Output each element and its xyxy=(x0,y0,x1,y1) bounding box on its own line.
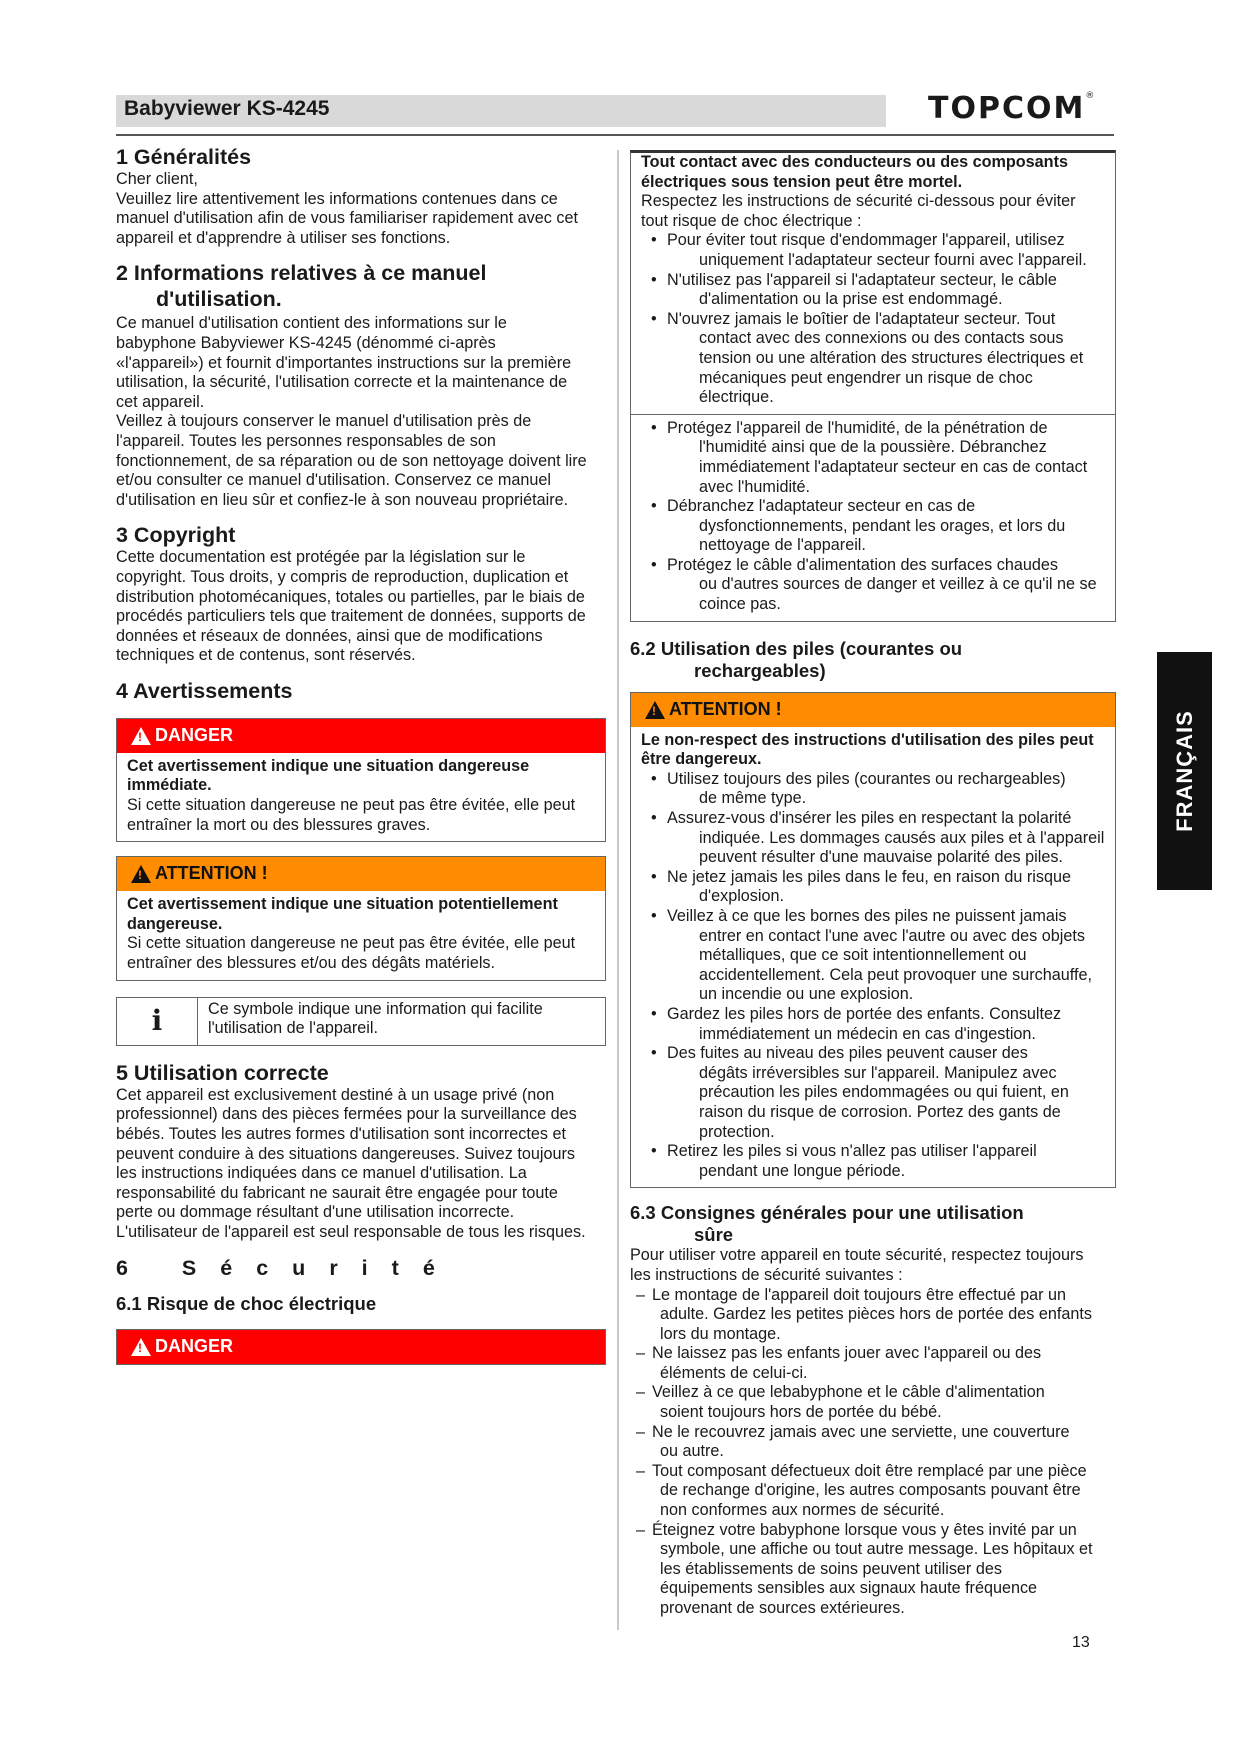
list-item: – Ne laissez pas les enfants jouer avec l'appareil ou des éléments de celui-ci. xyxy=(636,1344,1042,1382)
list-item: • Retirez les piles si vous n'allez pas utiliser l'appareil pendant une longue période. xyxy=(651,1142,1037,1180)
section-6-1-title: 6.1 Risque de choc électrique xyxy=(116,1292,377,1314)
list-item: • Pour éviter tout risque d'endommager l'appareil, utilisez uniquement l'adaptateur secteur fourni avec l'appareil. xyxy=(651,231,1087,269)
left-column xyxy=(116,140,606,1365)
section-1-title: 1 Généralités xyxy=(116,145,252,169)
header-divider xyxy=(116,134,1114,136)
list-item: • Utilisez toujours des piles (courantes ou rechargeables) de même type. xyxy=(651,769,1066,808)
document-title: Babyviewer KS-4245 xyxy=(124,97,330,120)
section-3-title: 3 Copyright xyxy=(116,523,236,548)
warning-triangle-icon: ! xyxy=(645,701,665,719)
list-item: – Le montage de l'appareil doit toujours être effectué par un adulte. Gardez les petites pièces hors de portée des enfants lors du montage. xyxy=(636,1285,1092,1343)
info-box: i Ce symbole indique une information qui facilite l'utilisation de l'appareil. xyxy=(116,997,606,1046)
page-number: 13 xyxy=(1072,1634,1090,1651)
brand-logo: TOPCOM® xyxy=(928,91,1097,126)
danger-header: ! DANGER xyxy=(117,719,605,753)
battery-attention-box: ! ATTENTION ! Le non-respect des instructions d'utilisation des piles peut être dangereux. • Utilisez toujours des piles (courantes ou rechargeables) de même type. • Assurez-vous d'insérer les piles en respectant la polarité indiquée. Les dommages causés aux piles et à l'appareil peuvent résulter d'une mauvaise polarité des piles. • Ne jetez jamais les piles dans le feu, en raison du risque d'explosion. • Veillez à ce que les bornes des piles ne puissent jamais entrer en contact l'une avec l'autre ou avec des objets métalliques, que ce soit intentionnellement ou accidentellement. Cela peut provoquer une surchauffe, un incendie ou une explosion. • Gardez les piles hors de portée des enfants. Consultez immédiatement un médecin en cas d'ingestion. • Des fuites au niveau des piles peuvent causer des dégâts irréversibles sur l'appareil. Manipulez avec précaution les piles endommagées ou qui fuient, en raison du risque de corrosion. Portez des gants de protection. • Retirez les piles si vous n'allez pas utiliser l'appareil pendant une longue période. xyxy=(630,692,1116,1189)
danger-box-electric xyxy=(116,1329,606,1365)
humidity-safety-list xyxy=(641,419,1105,615)
section-6-title: 6 Sécurité xyxy=(116,1255,459,1280)
list-item: • N'utilisez pas l'appareil si l'adaptateur secteur, le câble d'alimentation ou la prise est endommagé. xyxy=(651,270,1057,309)
attention-header: ! ATTENTION ! xyxy=(117,857,605,891)
list-item: • Débranchez l'adaptateur secteur en cas de dysfonctionnements, pendant les orages, et lors du nettoyage de l'appareil. xyxy=(651,497,1066,555)
electric-safety-list xyxy=(641,231,1105,407)
section-1-body: Cher client, Veuillez lire attentivement les informations contenues dans ce manuel d'utilisation afin de vous familiariser rapidement avec cet appareil et d'apprendre à utiliser ses fonctions. xyxy=(116,170,578,247)
warning-triangle-icon: ! xyxy=(131,727,151,745)
list-item: • Des fuites au niveau des piles peuvent causer des dégâts irréversibles sur l'appareil. Manipulez avec précaution les piles endommagées ou qui fuient, en raison du risque de corrosion. Portez des gants de protection. xyxy=(651,1044,1069,1141)
list-item: – Tout composant défectueux doit être remplacé par une pièce de rechange d'origine, les autres composants pouvant être non conformes aux normes de sécurité. xyxy=(636,1461,1087,1520)
list-item: • N'ouvrez jamais le boîtier de l'adaptateur secteur. Tout contact avec des connexions ou des contacts sous tension ou une altération des structures électriques et mécaniques peut engendrer un risque de choc électrique. xyxy=(651,309,1084,407)
list-item: – Éteignez votre babyphone lorsque vous y êtes invité par un symbole, une affiche ou tout autre message. Les hôpitaux et les établissements de soins peuvent utiliser des équipements sensibles aux signaux haute fréquence provenant de sources extérieures. xyxy=(636,1520,1093,1617)
section-5-title: 5 Utilisation correcte xyxy=(116,1060,329,1085)
attention-box: ! ATTENTION ! Cet avertissement indique une situation potentiellement dangereuse. Si cette situation dangereuse ne peut pas être évitée, elle peut entraîner des blessures et/ou des dégâts matériels. xyxy=(116,856,606,980)
section-5-body: Cet appareil est exclusivement destiné à un usage privé (non professionnel) dans des pièces fermées pour la surveillance des bébés. Toutes les autres formes d'utilisation sont incorrectes et peuvent conduire à des situations dangereuses. Suivez toujours les instructions indiquées dans ce manuel d'utilisation. La responsabilité du fabricant ne saurait être engagée pour toute perte ou dommage résultant d'une utilisation incorrecte. L'utilisateur de l'appareil est seul responsable de tous les risques. xyxy=(116,1085,586,1241)
section-6-3-intro: Pour utiliser votre appareil en toute sécurité, respectez toujours les instructions de sécurité suivantes : xyxy=(630,1246,1084,1284)
danger-header: ! DANGER xyxy=(117,1330,605,1364)
general-safety-list xyxy=(630,1286,1116,1619)
warning-triangle-icon: ! xyxy=(131,865,151,883)
warning-triangle-icon: ! xyxy=(131,1338,151,1356)
section-6-3-title: 6.3 Consignes générales pour une utilisation sûre xyxy=(630,1202,1024,1246)
list-item: • Veillez à ce que les bornes des piles ne puissent jamais entrer en contact l'une avec l'autre ou avec des objets métalliques, que ce soit intentionnellement ou accidentellement. Cela peut provoquer une surchauffe, un incendie ou une explosion. xyxy=(651,907,1092,1004)
right-column xyxy=(630,150,1116,1619)
danger-box: ! DANGER Cet avertissement indique une situation dangereuse immédiate. Si cette situation dangereuse ne peut pas être évitée, elle peut entraîner la mort ou des blessures graves. xyxy=(116,718,606,842)
list-item: • Protégez le câble d'alimentation des surfaces chaudes ou d'autres sources de danger et veillez à ce qu'il ne se coince pas. xyxy=(651,555,1097,614)
info-icon: i xyxy=(117,998,198,1045)
list-item: – Ne le recouvrez jamais avec une serviette, une couverture ou autre. xyxy=(636,1422,1070,1461)
attention-header: ! ATTENTION ! xyxy=(631,693,1115,727)
list-item: – Veillez à ce que lebabyphone et le câble d'alimentation soient toujours hors de portée du bébé. xyxy=(636,1383,1045,1422)
list-item: • Ne jetez jamais les piles dans le feu, en raison du risque d'explosion. xyxy=(651,867,1072,906)
list-item: • Gardez les piles hors de portée des enfants. Consultez immédiatement un médecin en cas d'ingestion. xyxy=(651,1004,1062,1043)
language-tab: FRANÇAIS xyxy=(1157,652,1212,890)
section-6-2-title: 6.2 Utilisation des piles (courantes ou rechargeables) xyxy=(630,637,963,681)
list-item: • Assurez-vous d'insérer les piles en respectant la polarité indiquée. Les dommages causés aux piles et à l'appareil peuvent résulter d'une mauvaise polarité des piles. xyxy=(651,809,1105,867)
column-divider xyxy=(617,150,619,1630)
list-item: • Protégez l'appareil de l'humidité, de la pénétration de l'humidité ainsi que de la poussière. Débranchez immédiatement l'adaptateur secteur en cas de contact avec l'humidité. xyxy=(651,418,1088,496)
electric-safety-box: Tout contact avec des conducteurs ou des composants électriques sous tension peut être mortel. Respectez les instructions de sécurité ci-dessous pour éviter tout risque de choc électrique : • Pour éviter tout risque d'endommager l'appareil, utilisez uniquement l'adaptateur secteur fourni avec l'appareil. • N'utilisez pas l'appareil si l'adaptateur secteur, le câble d'alimentation ou la prise est endommagé. • N'ouvrez jamais le boîtier de l'adaptateur secteur. Tout contact avec des connexions ou des contacts sous tension ou une altération des structures électriques et mécaniques peut engendrer un risque de choc électrique. • Protégez l'appareil de l'humidité, de la pénétration de l'humidité ainsi que de la poussière. Débranchez immédiatement l'adaptateur secteur en cas de contact avec l'humidité. • Débranchez l'adaptateur secteur en cas de dysfonctionnements, pendant les orages, et lors du nettoyage de l'appareil. • Protégez le câble d'alimentation des surfaces chaudes ou d'autres sources de danger et veillez à ce qu'il ne se coince pas. xyxy=(630,150,1116,622)
section-2-title: 2 Informations relatives à ce manuel d'utilisation. xyxy=(116,261,487,312)
section-2-body: Ce manuel d'utilisation contient des informations sur le babyphone Babyviewer KS-4245 (dénommé ci-après «l'appareil») et fournit d'importantes instructions sur la première utilisation, la sécurité, l'utilisation correcte et la maintenance de cet appareil. Veillez à toujours conserver le manuel d'utilisation près de l'appareil. Toutes les personnes responsables de son fonctionnement, de sa réparation ou de son nettoyage doivent lire et/ou consulter ce manuel d'utilisation. Conservez ce manuel d'utilisation en lieu sûr et confiez-le à son nouveau propriétaire. xyxy=(116,314,587,509)
section-3-body: Cette documentation est protégée par la législation sur le copyright. Tous droits, y compris de reproduction, duplication et distribution photomécaniques, totales ou partielles, par le biais de procédés particuliers tels que traitement de données, supports de données et réseaux de données, ainsi que de modifications techniques et de contenus, sont réservés. xyxy=(116,548,586,665)
battery-safety-list xyxy=(641,770,1105,1181)
section-4-title: 4 Avertissements xyxy=(116,678,293,703)
